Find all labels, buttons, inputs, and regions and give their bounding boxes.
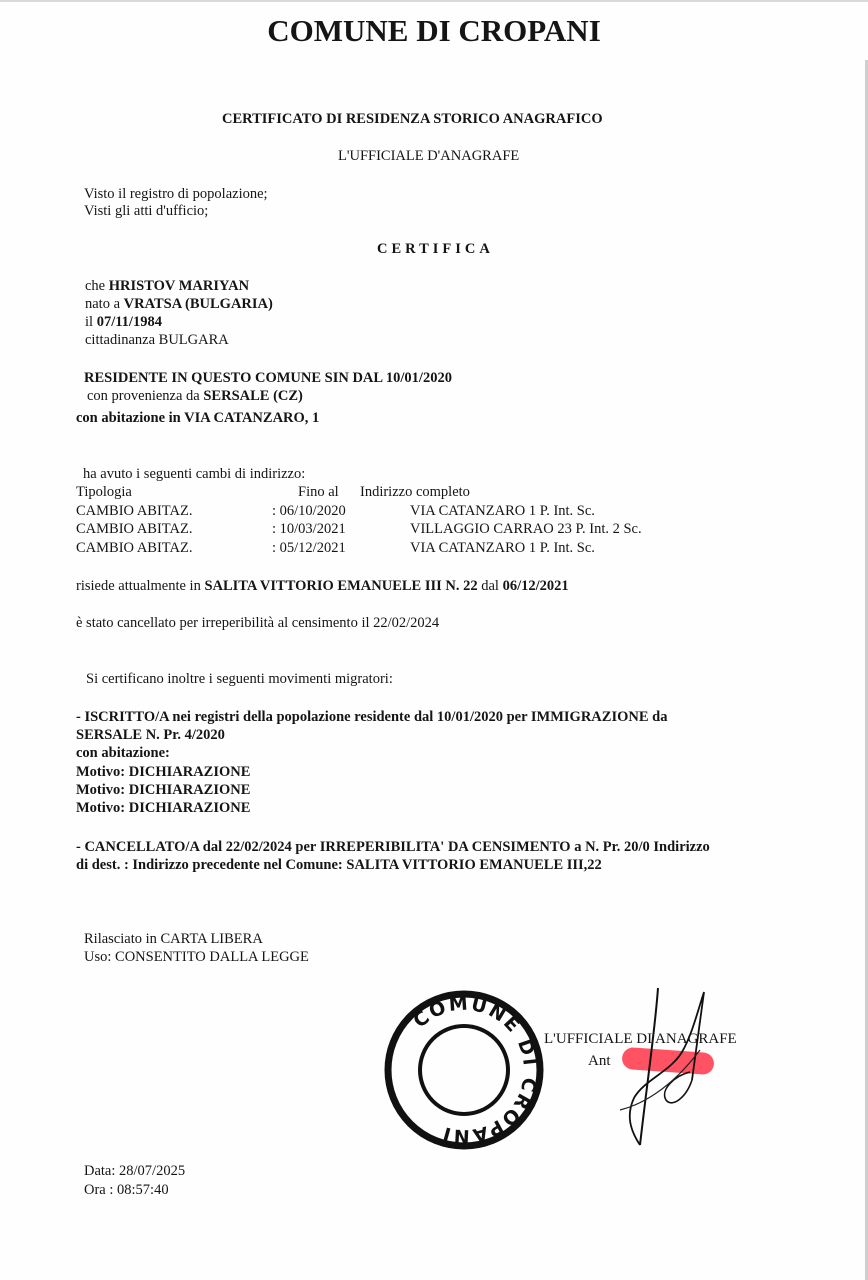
officer-heading: L'UFFICIALE D'ANAGRAFE	[338, 148, 520, 164]
birthplace-line	[85, 295, 273, 313]
col-indirizzo: Indirizzo completo	[360, 484, 470, 500]
usage: Uso: CONSENTITO DALLA LEGGE	[84, 949, 309, 965]
certifica-heading: CERTIFICA	[377, 241, 494, 257]
stamp-text: COMUNE DI CROPANI	[409, 992, 542, 1148]
migrations-intro: Si certificano inoltre i seguenti movimenti migratori:	[86, 671, 393, 687]
current-residence-line: risiede attualmente in SALITA VITTORIO EMANUELE III N. 22 dal 06/12/2021	[76, 578, 569, 594]
officer-signature-title: L'UFFICIALE DI ANAGRAFE	[544, 1031, 737, 1047]
date: Data: 28/07/2025	[84, 1163, 186, 1179]
motivo-2: Motivo: DICHIARAZIONE	[76, 782, 251, 798]
birthplace: VRATSA (BULGARIA)	[123, 296, 273, 312]
intro-line-2: Visti gli atti d'ufficio;	[84, 203, 209, 219]
handwritten-signature	[600, 980, 720, 1150]
migration-1-line-1: - ISCRITTO/A nei registri della popolazione residente dal 10/01/2020 per IMMIGRAZIONE da	[76, 709, 668, 725]
resident-since: RESIDENTE IN QUESTO COMUNE SIN DAL 10/01/2020	[84, 370, 452, 386]
col-fino-al: Fino al	[298, 484, 339, 500]
issued-on: Rilasciato in CARTA LIBERA	[84, 931, 263, 947]
certificate-page: COMUNE DI CROPANI CERTIFICATO DI RESIDENZA STORICO ANAGRAFICO L'UFFICIALE D'ANAGRAFE Visto il registro di popolazione; Visti gli atti d'ufficio; CERTIFICA che HRISTOV MARIYAN nato a VRATSA (BULGARIA) il 07/11/1984 cittadinanza BULGARA RESIDENTE IN QUESTO COMUNE SIN DAL 10/01/2020 con provenienza da SERSALE (CZ) con abitazione in VIA CATANZARO, 1 ha avuto i seguenti cambi di indirizzo: Tipologia Fino al Indirizzo completo CAMBIO ABITAZ. : 06/10/2020 VIA CATANZARO 1 P. Int. Sc. CAMBIO ABITAZ. : 10/03/2021 VILLAGGIO CARRAO 23 P. Int. 2 Sc. CAMBIO ABITAZ. : 05/12/2021 VIA CATANZARO 1 P. Int. Sc. risiede attualmente in SALITA VITTORIO EMANUELE III N. 22 dal 06/12/2021 è stato cancellato per irreperibilità al censimento il 22/02/2024 Si certificano inoltre i seguenti movimenti migratori: - ISCRITTO/A nei registri della popolazione residente dal 10/01/2020 per IMMIGRAZIONE da SERSALE N. Pr. 4/2020 con abitazione: Motivo: DICHIARAZIONE Motivo: DICHIARAZIONE Motivo: DICHIARAZIONE - CANCELLATO/A dal 22/02/2024 per IRREPERIBILITA' DA CENSIMENTO a N. Pr. 20/0 Indirizzo di dest. : Indirizzo precedente nel Comune: SALITA VITTORIO EMANUELE III,22 Rilasciato in CARTA LIBERA Uso: CONSENTITO DALLA LEGGE COMUNE DI CROPANI L'UFFICIALE DI ANAGRAFE Ant Data: 28/07/2025 Ora : 08:57:40	[0, 0, 868, 1280]
municipal-stamp	[384, 990, 544, 1150]
provenance: SERSALE (CZ)	[203, 388, 303, 404]
person-name: HRISTOV MARIYAN	[108, 278, 250, 294]
intro-line-1: Visto il registro di popolazione;	[84, 186, 268, 202]
migration-1-line-2: SERSALE N. Pr. 4/2020	[76, 727, 225, 743]
provenance-prefix: con provenienza da	[87, 388, 200, 404]
municipality-title: COMUNE DI CROPANI	[267, 13, 601, 48]
migration-1-line-3: con abitazione:	[76, 745, 170, 761]
certificate-type: CERTIFICATO DI RESIDENZA STORICO ANAGRAFICO	[222, 111, 603, 127]
birthdate-prefix: il	[85, 314, 94, 330]
birthdate-line	[85, 313, 162, 331]
officer-name-partial: Ant	[588, 1053, 611, 1069]
cancellation-note: è stato cancellato per irreperibilità al censimento il 22/02/2024	[76, 615, 440, 631]
time: Ora : 08:57:40	[84, 1182, 169, 1198]
migration-2-line-1: - CANCELLATO/A dal 22/02/2024 per IRREPERIBILITA' DA CENSIMENTO a N. Pr. 20/0 Indirizzo	[76, 839, 710, 855]
motivo-3: Motivo: DICHIARAZIONE	[76, 800, 251, 816]
motivo-1: Motivo: DICHIARAZIONE	[76, 764, 251, 780]
top-edge	[0, 0, 868, 2]
birthplace-prefix: nato a	[85, 296, 121, 312]
name-prefix: che	[85, 278, 106, 294]
dwelling: con abitazione in VIA CATANZARO, 1	[76, 410, 320, 426]
person-name-line	[85, 277, 249, 295]
birthdate: 07/11/1984	[96, 314, 162, 330]
provenance-line	[87, 387, 303, 405]
changes-intro: ha avuto i seguenti cambi di indirizzo:	[83, 466, 306, 482]
migration-2-line-2: di dest. : Indirizzo precedente nel Comune: SALITA VITTORIO EMANUELE III,22	[76, 857, 602, 873]
col-tipologia: Tipologia	[76, 484, 132, 500]
citizenship: cittadinanza BULGARA	[85, 332, 229, 348]
